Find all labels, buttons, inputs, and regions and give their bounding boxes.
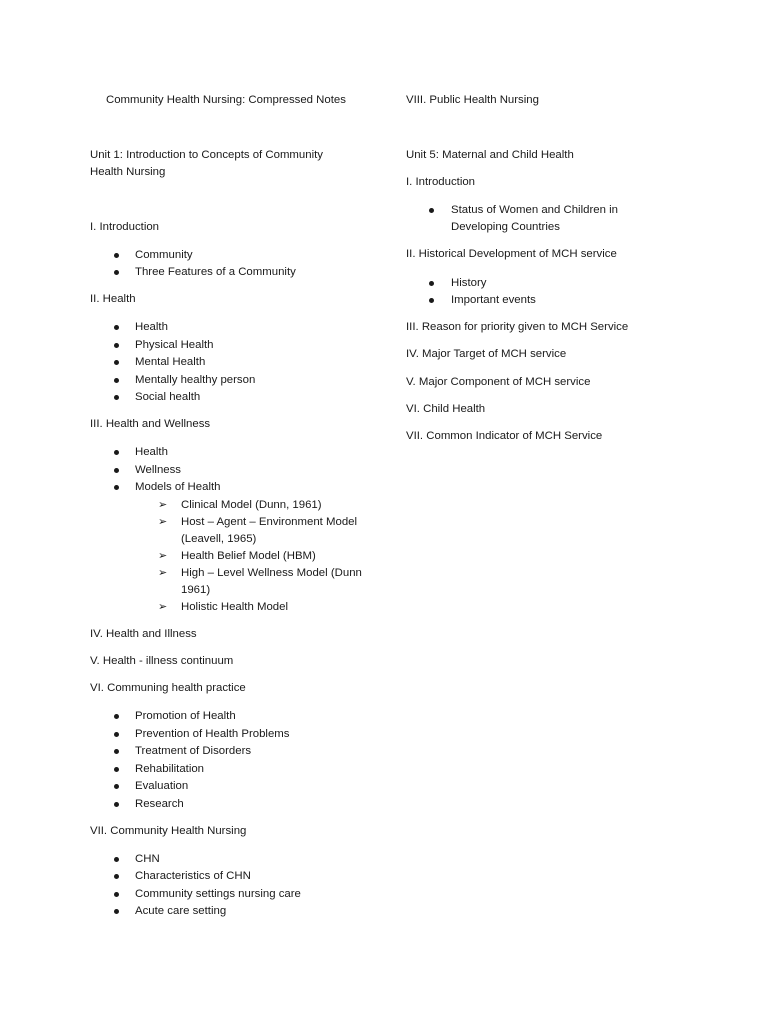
arrow-bullet-icon: ➢ (158, 601, 168, 613)
list-item: Community settings nursing care (135, 888, 301, 900)
list-item: History (451, 277, 487, 289)
bullet-icon (114, 874, 119, 879)
sub-list-item: Health Belief Model (HBM) (181, 550, 316, 562)
bullet-icon (114, 378, 119, 383)
bullet-icon (114, 485, 119, 490)
bullet-icon (114, 343, 119, 348)
sub-list-item: Host – Agent – Environment Model (Leavell, 1965) (181, 516, 358, 545)
bullet-icon (114, 767, 119, 772)
sub-list-item: Clinical Model (Dunn, 1961) (181, 499, 322, 511)
list-item: Status of Women and Children in Developing Countries (451, 204, 618, 233)
section-heading-major-target: IV. Major Target of MCH service (406, 348, 567, 360)
arrow-bullet-icon: ➢ (158, 499, 168, 511)
section-heading-public-health-nursing: VIII. Public Health Nursing (406, 94, 539, 106)
list-item: Characteristics of CHN (135, 870, 251, 882)
bullet-icon (114, 270, 119, 275)
section-heading-reason-for-priority: III. Reason for priority given to MCH Service (406, 321, 629, 333)
unit5-heading: Unit 5: Maternal and Child Health (406, 149, 574, 161)
sub-list-item: High – Level Wellness Model (Dunn 1961) (181, 567, 362, 596)
list-item: Physical Health (135, 339, 214, 351)
list-item: Models of Health (135, 481, 221, 493)
unit1-heading: Unit 1: Introduction to Concepts of Community Health Nursing (90, 149, 323, 178)
bullet-icon (114, 784, 119, 789)
section-heading-health-illness-continuum: V. Health - illness continuum (90, 655, 234, 667)
bullet-icon (114, 714, 119, 719)
section-heading-historical-development: II. Historical Development of MCH service (406, 248, 617, 260)
bullet-icon (429, 298, 434, 303)
bullet-icon (114, 732, 119, 737)
section-heading-health-and-wellness: III. Health and Wellness (90, 418, 211, 430)
bullet-icon (114, 892, 119, 897)
bullet-icon (114, 802, 119, 807)
bullet-icon (429, 208, 434, 213)
list-item: Mentally healthy person (135, 374, 256, 386)
sub-list-item: Holistic Health Model (181, 601, 288, 613)
list-item: Prevention of Health Problems (135, 728, 290, 740)
section-heading-major-component: V. Major Component of MCH service (406, 376, 591, 388)
list-item: CHN (135, 853, 160, 865)
section-heading-health-and-illness: IV. Health and Illness (90, 628, 197, 640)
arrow-bullet-icon: ➢ (158, 516, 168, 528)
bullet-icon (114, 749, 119, 754)
section-heading-common-indicator: VII. Common Indicator of MCH Service (406, 430, 603, 442)
list-item: Promotion of Health (135, 710, 236, 722)
section-heading-introduction: I. Introduction (406, 176, 476, 188)
bullet-icon (429, 281, 434, 286)
bullet-icon (114, 253, 119, 258)
bullet-icon (114, 450, 119, 455)
list-item: Three Features of a Community (135, 266, 296, 278)
list-item: Research (135, 798, 184, 810)
list-item: Health (135, 321, 168, 333)
list-item: Social health (135, 391, 201, 403)
list-item: Mental Health (135, 356, 206, 368)
bullet-icon (114, 468, 119, 473)
section-heading-communing-health-practice: VI. Communing health practice (90, 682, 246, 694)
arrow-bullet-icon: ➢ (158, 567, 168, 579)
list-item: Important events (451, 294, 536, 306)
bullet-icon (114, 857, 119, 862)
document-title: Community Health Nursing: Compressed Notes (106, 94, 346, 106)
section-heading-child-health: VI. Child Health (406, 403, 486, 415)
list-item: Acute care setting (135, 905, 227, 917)
bullet-icon (114, 360, 119, 365)
bullet-icon (114, 325, 119, 330)
list-item: Treatment of Disorders (135, 745, 252, 757)
list-item: Health (135, 446, 168, 458)
arrow-bullet-icon: ➢ (158, 550, 168, 562)
list-item: Wellness (135, 464, 182, 476)
bullet-icon (114, 395, 119, 400)
list-item: Evaluation (135, 780, 189, 792)
list-item: Community (135, 249, 193, 261)
section-heading-health: II. Health (90, 293, 136, 305)
section-heading-community-health-nursing: VII. Community Health Nursing (90, 825, 247, 837)
bullet-icon (114, 909, 119, 914)
list-item: Rehabilitation (135, 763, 205, 775)
section-heading-introduction: I. Introduction (90, 221, 160, 233)
